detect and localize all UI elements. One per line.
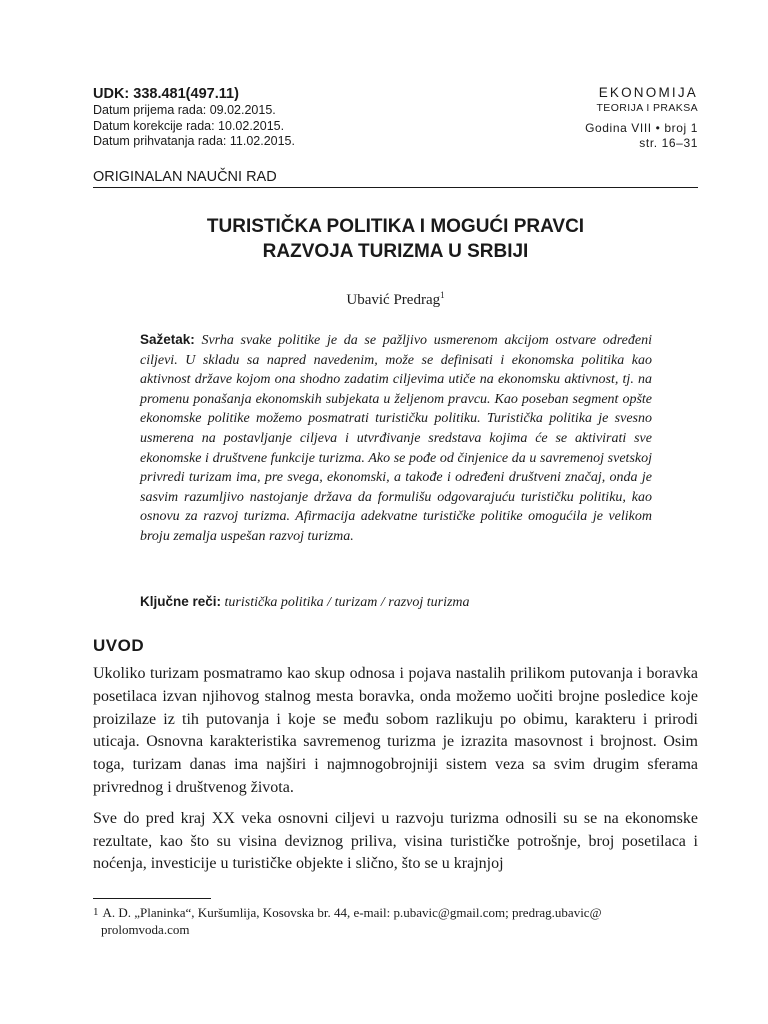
author-footnote-mark: 1 xyxy=(440,290,445,300)
paper-title xyxy=(93,214,698,264)
abstract-text: Svrha svake politike je da se pažljivo usmerenom akcijom ostvare određeni ciljevi. U skladu sa napred navedenim, može se definisati i ekonomska politika kao aktivnost države kojom ona shodno zadatim ciljevima utiče na ekonomsku aktivnost, tj. na promenu ponašanja ekonomskih subjekata u željenom pravcu. Kao poseban segment opšte ekonomske politike možemo posmatrati turističku politiku. Turistička politika je svesno usmerena na postavljanje ciljeva i utvrđivanje sredstava kojima će se aktivirati sve ekonomske i društvene funkcije turizma. Ako se pođe od činjenice da u savremenoj svetskoj privredi turizam ima, pre svega, ekonomski, a takođe i određeni društveni značaj, onda je sasvim razumljivo nastojanje država da formulišu odgovarajuću turističku politiku, kao osnovu za razvoj turizma. Afirmacija adekvatne turističke politike omogućila je velikom broju zemalja uspešan razvoj turizma. xyxy=(140,333,652,544)
author xyxy=(93,290,698,309)
keywords xyxy=(140,592,652,612)
section-heading: UVOD xyxy=(93,636,145,655)
udk-code: UDK: 338.481(497.11) xyxy=(93,86,239,102)
footnote-line-2: prolomvoda.com xyxy=(101,922,190,937)
keywords-text: turistička politika / turizam / razvoj turizma xyxy=(224,595,470,610)
paragraph-2: Sve do pred kraj XX veka osnovni ciljevi u razvoju turizma odnosili su se na ekonomske rezultate, kao što su visina deviznog priliva, visina turističke potrošnje, broj posetilaca i noćenja, investicije u turističke objekte i slično, što se u krajnjoj xyxy=(93,809,698,873)
article-metadata xyxy=(93,85,295,150)
paragraph-1: Ukoliko turizam posmatramo kao skup odnosa i pojava nastalih prilikom putovanja i boravka posetilaca izvan njihovog stalnog mesta boravka, onda možemo uočiti brojne posledice koje proizilaze iz tih putovanja i koje se među sobom razlikuju po obimu, karakteru i prirodi uticaja. Osnovna karakteristika savremenog turizma je izrazita masovnost i brojnost. Osim toga, turizam danas ima najširi i najmnogobrojniji sistem veza sa svim drugim sferama privrednog i društvenog života. xyxy=(93,665,698,796)
title-line-1: TURISTIČKA POLITIKA I MOGUĆI PRAVCI xyxy=(206,216,585,237)
footnote-text-1: A. D. „Planinka“, Kuršumlija, Kosovska br. 44, e-mail: p.ubavic@gmail.com; predrag.ubavic@ xyxy=(102,905,602,920)
abstract xyxy=(140,330,652,547)
journal-subtitle: TEORIJA I PRAKSA xyxy=(596,102,698,114)
date-accepted: Datum prihvatanja rada: 11.02.2015. xyxy=(93,134,295,148)
footnote-divider xyxy=(93,898,211,899)
paper-type: ORIGINALAN NAUČNI RAD xyxy=(93,168,698,188)
journal-issue: Godina VIII • broj 1 xyxy=(585,121,698,135)
author-name: Ubavić Predrag xyxy=(346,292,441,308)
footnote-mark: 1 xyxy=(93,906,99,918)
body-text xyxy=(93,663,698,884)
title-line-2: RAZVOJA TURIZMA U SRBIJI xyxy=(262,241,529,262)
footnote-line-1 xyxy=(93,904,698,921)
abstract-label: Sažetak: xyxy=(140,332,195,347)
date-received: Datum prijema rada: 09.02.2015. xyxy=(93,103,276,117)
keywords-label: Ključne reči: xyxy=(140,594,222,609)
journal-info xyxy=(585,84,698,151)
journal-name: EKONOMIJA xyxy=(598,85,698,100)
date-corrected: Datum korekcije rada: 10.02.2015. xyxy=(93,118,285,133)
footnote xyxy=(93,904,698,938)
journal-pages: str. 16–31 xyxy=(639,136,698,150)
